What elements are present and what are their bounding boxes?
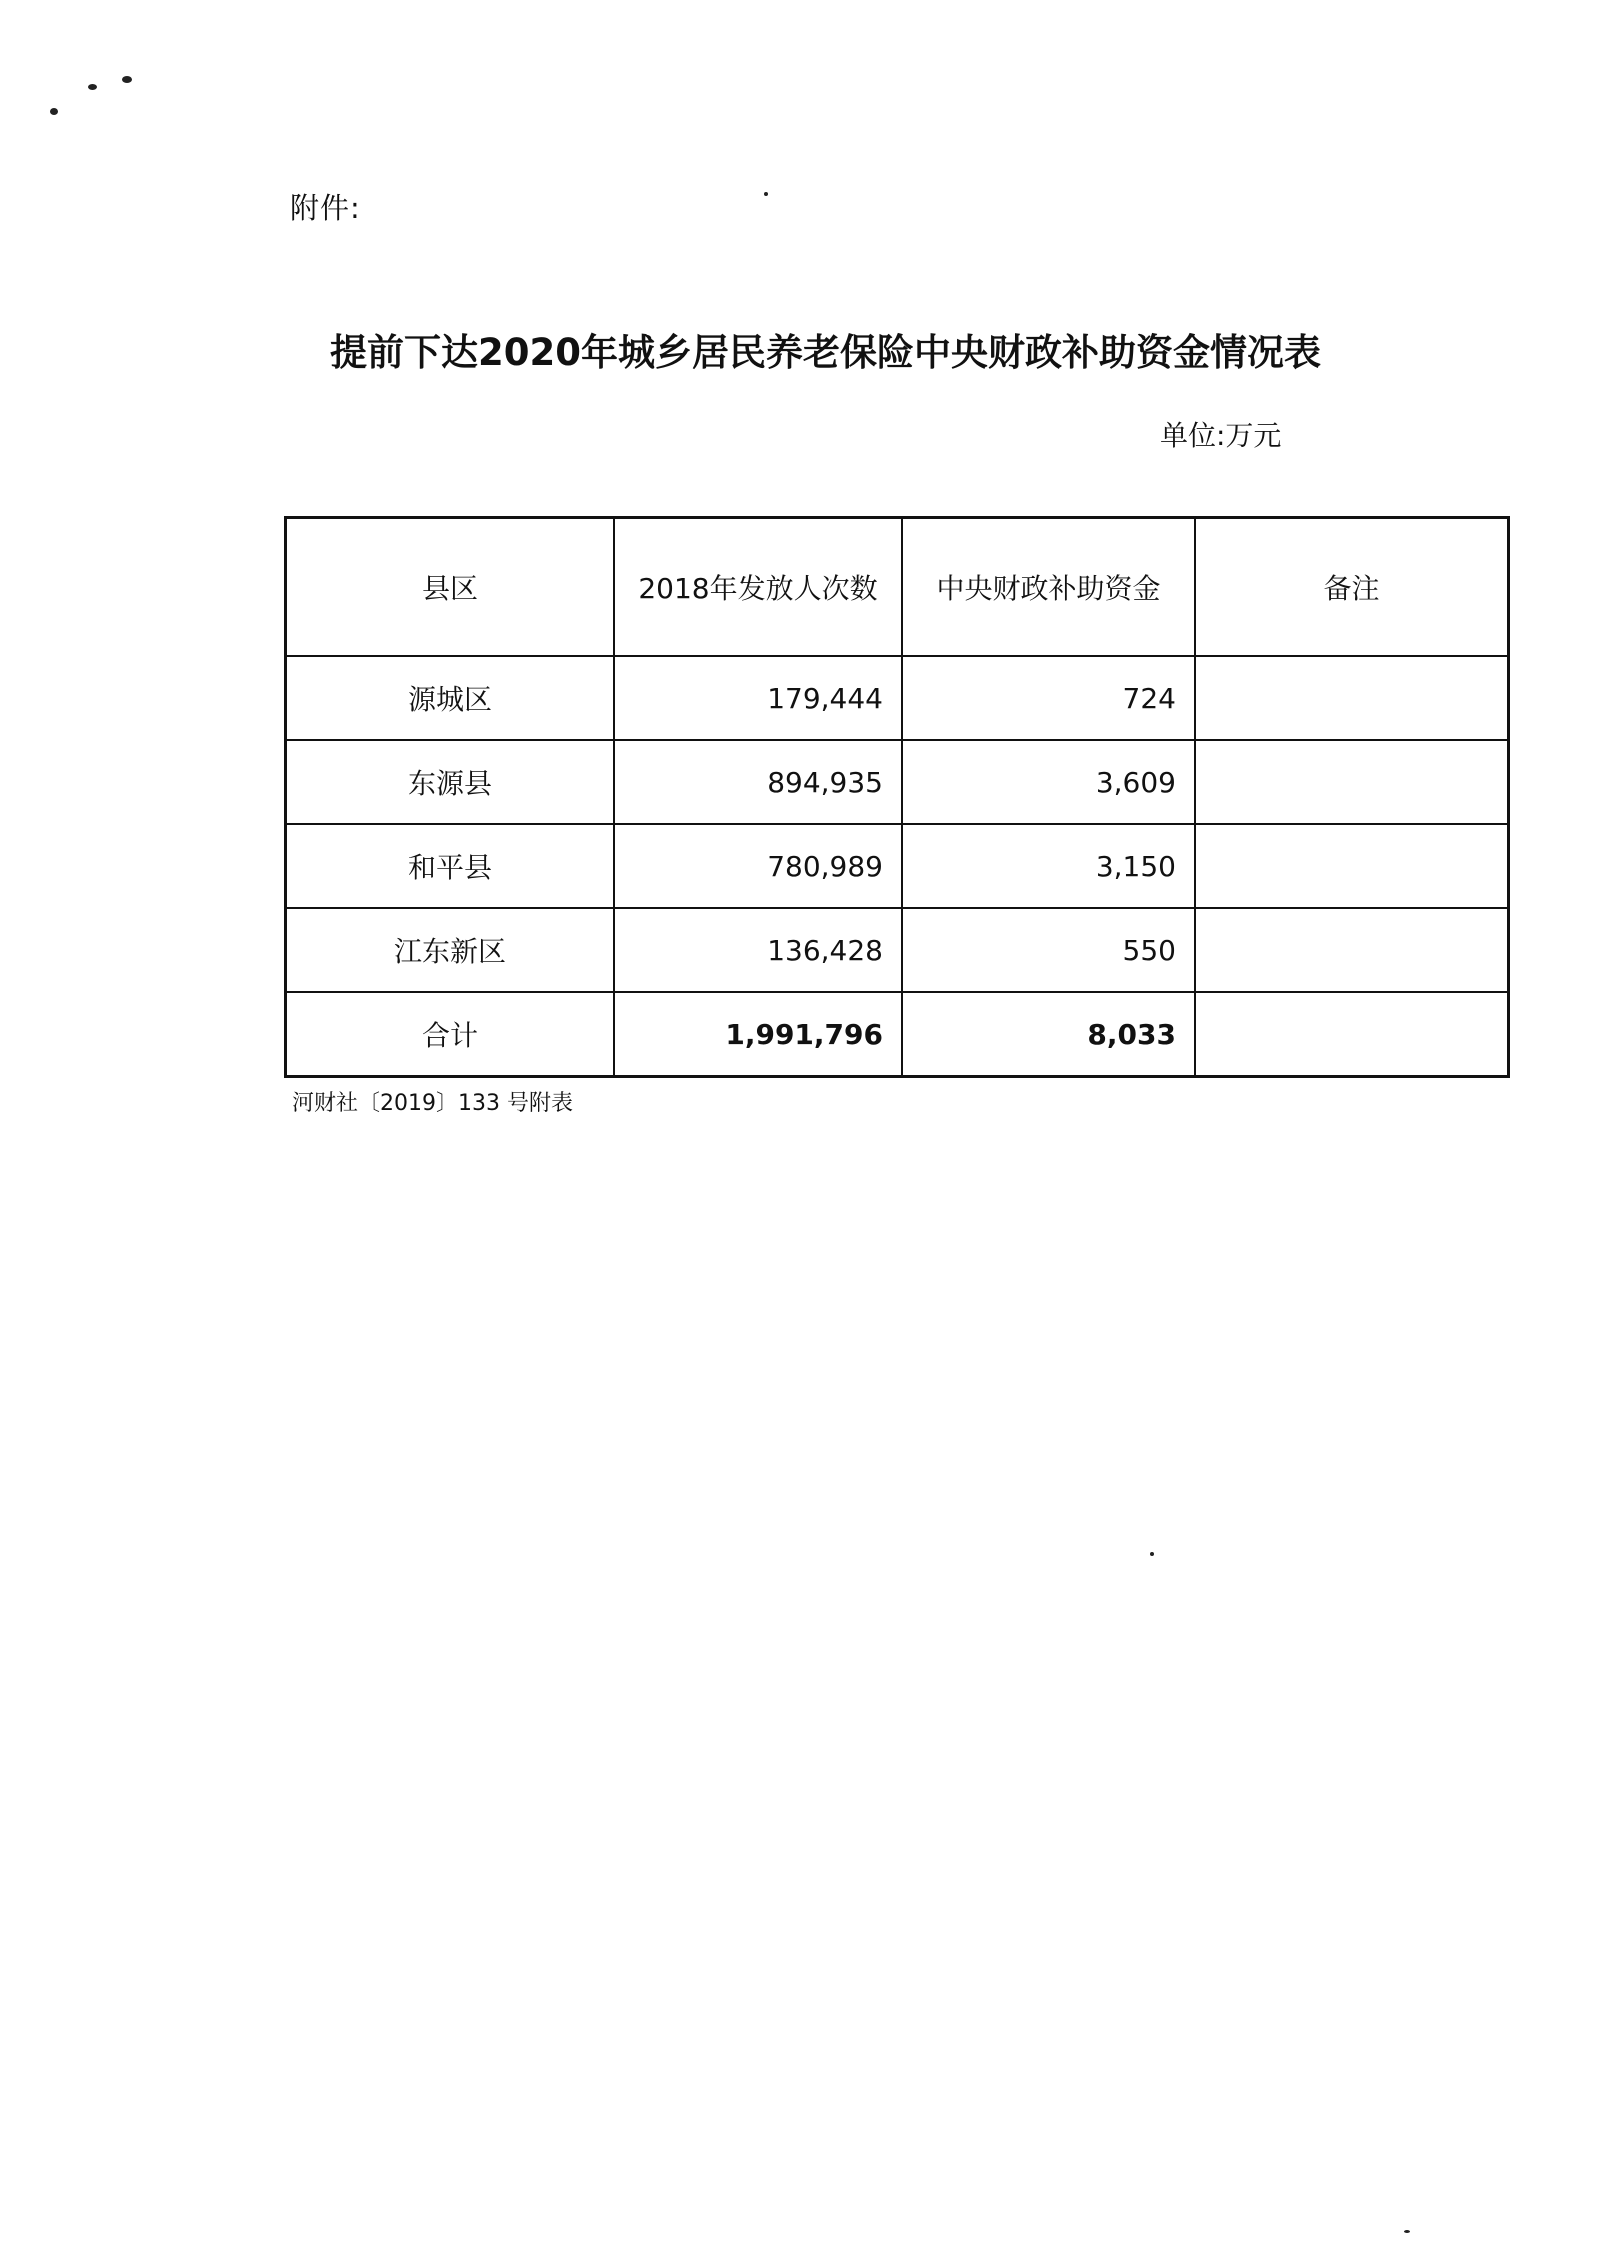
scan-speck <box>764 192 768 196</box>
table-row <box>286 740 1509 824</box>
cell-funds: 3,150 <box>902 824 1195 908</box>
header-funds: 中央财政补助资金 <box>902 518 1195 657</box>
cell-funds: 724 <box>902 656 1195 740</box>
header-district: 县区 <box>286 518 615 657</box>
cell-total-funds: 8,033 <box>902 992 1195 1077</box>
cell-total-label: 合计 <box>286 992 615 1077</box>
cell-notes <box>1195 824 1509 908</box>
scan-speck <box>122 76 132 83</box>
scan-speck <box>50 108 58 115</box>
funding-table <box>284 516 1510 1078</box>
cell-notes <box>1195 740 1509 824</box>
cell-district: 东源县 <box>286 740 615 824</box>
cell-district: 和平县 <box>286 824 615 908</box>
header-notes: 备注 <box>1195 518 1509 657</box>
table-row <box>286 656 1509 740</box>
attachment-label: 附件: <box>290 191 361 225</box>
table-total-row <box>286 992 1509 1077</box>
cell-funds: 550 <box>902 908 1195 992</box>
table-row <box>286 908 1509 992</box>
table-row <box>286 824 1509 908</box>
cell-count: 780,989 <box>614 824 902 908</box>
scan-speck <box>1150 1552 1154 1556</box>
scan-speck <box>1404 2230 1410 2233</box>
cell-funds: 3,609 <box>902 740 1195 824</box>
document-reference: 河财社〔2019〕133 号附表 <box>292 1091 573 1116</box>
header-count: 2018年发放人次数 <box>614 518 902 657</box>
cell-notes <box>1195 656 1509 740</box>
table-header-row <box>286 518 1509 657</box>
unit-label: 单位:万元 <box>1160 419 1282 452</box>
table-container <box>284 516 1380 1078</box>
scan-speck <box>88 84 97 90</box>
cell-notes <box>1195 908 1509 992</box>
cell-district: 江东新区 <box>286 908 615 992</box>
page-title: 提前下达2020年城乡居民养老保险中央财政补助资金情况表 <box>330 331 1321 374</box>
cell-count: 179,444 <box>614 656 902 740</box>
cell-district: 源城区 <box>286 656 615 740</box>
cell-count: 136,428 <box>614 908 902 992</box>
cell-total-count: 1,991,796 <box>614 992 902 1077</box>
cell-total-notes <box>1195 992 1509 1077</box>
cell-count: 894,935 <box>614 740 902 824</box>
